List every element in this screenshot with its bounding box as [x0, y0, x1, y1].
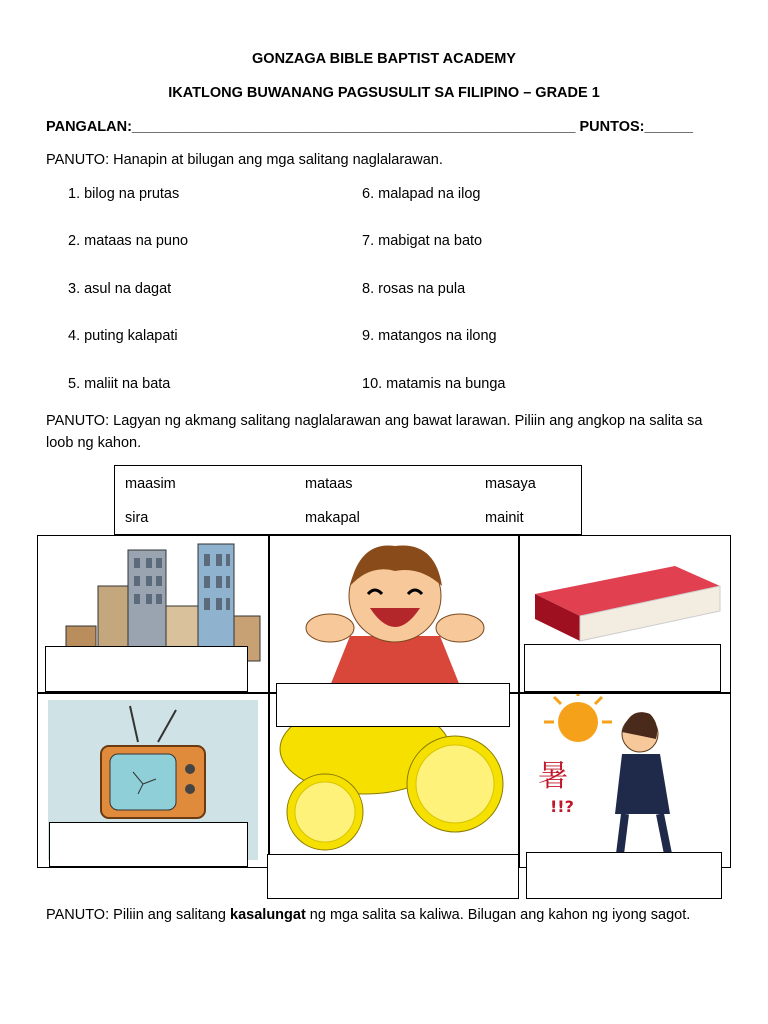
list-item: 5. maliit na bata — [68, 376, 171, 392]
answer-box-4[interactable] — [49, 822, 248, 867]
instruction-label: PANUTO — [46, 907, 106, 923]
list-item: 10. matamis na bunga — [362, 376, 506, 392]
instruction-1 — [46, 149, 726, 171]
name-label: PANGALAN: — [46, 119, 132, 135]
score-field[interactable]: ______ — [644, 119, 693, 135]
picture-cell-hot — [519, 693, 731, 868]
instruction-text: : Piliin ang salitang — [105, 907, 231, 923]
list-item: 9. matangos na ilong — [362, 328, 497, 344]
list-item: 3. asul na dagat — [68, 281, 172, 297]
exam-title: IKATLONG BUWANANG PAGSUSULIT SA FILIPINO – GRADE 1 — [168, 85, 600, 101]
instruction-label: PANUTO — [46, 413, 106, 429]
list-item: 4. puting kalapati — [68, 328, 178, 344]
name-score-line — [46, 119, 693, 135]
instruction-label: PANUTO — [46, 152, 106, 168]
instruction-bold-word: kasalungat — [230, 907, 306, 923]
instruction-text: : Hanapin at bilugan ang mga salitang naglalarawan. — [105, 152, 443, 168]
list-item: 6. malapad na ilog — [362, 186, 481, 202]
word-choice: mataas — [305, 476, 353, 492]
score-label: PUNTOS: — [579, 119, 645, 135]
answer-box-5[interactable] — [267, 854, 519, 899]
word-choice: sira — [125, 510, 149, 526]
answer-box-3[interactable] — [524, 644, 721, 692]
svg-text:!!?: !!? — [550, 797, 574, 816]
picture-cell-boy — [269, 535, 519, 693]
answer-box-2[interactable] — [276, 683, 510, 727]
list-item: 7. mabigat na bato — [362, 233, 483, 249]
word-choice: maasim — [125, 476, 176, 492]
instruction-text: ng mga salita sa kaliwa. Bilugan ang kahon ng iyong sagot. — [305, 907, 691, 923]
answer-box-1[interactable] — [45, 646, 248, 692]
word-choice: masaya — [485, 476, 536, 492]
hot-woman-image — [520, 694, 730, 867]
answer-box-6[interactable] — [526, 852, 722, 899]
word-choice: mainit — [485, 510, 524, 526]
school-name: GONZAGA BIBLE BAPTIST ACADEMY — [252, 51, 516, 67]
instruction-3 — [46, 904, 726, 926]
list-item: 8. rosas na pula — [362, 281, 466, 297]
svg-text:暑: 暑 — [538, 759, 568, 794]
happy-boy-image — [270, 536, 518, 692]
word-choice-box — [114, 465, 582, 535]
list-item: 1. bilog na prutas — [68, 186, 180, 202]
instruction-text: : Lagyan ng akmang salitang naglalarawan ang bawat larawan. Piliin ang angkop na salita sa loob ng kahon. — [46, 413, 703, 451]
name-field[interactable]: _______________________________________________________ — [131, 119, 576, 135]
instruction-2 — [46, 410, 726, 454]
list-item: 2. mataas na puno — [68, 233, 189, 249]
word-choice: makapal — [305, 510, 360, 526]
